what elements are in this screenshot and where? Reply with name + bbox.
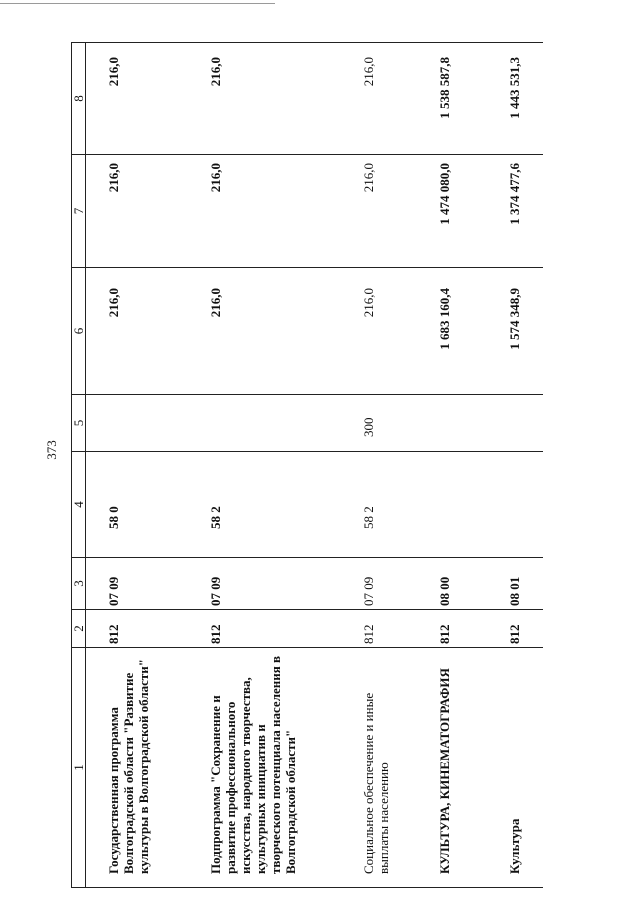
row-section-code: 07 09 (86, 558, 189, 610)
row-value-col8: 216,0 (86, 43, 189, 155)
row-ministry-code: 812 (417, 610, 487, 648)
row-target-article: 58 0 (86, 452, 189, 558)
row-name: Государственная программа Волгоградской области "Развитие культуры в Волгоградской области" (86, 648, 189, 888)
row-name: Культура (487, 648, 543, 888)
table-row-social-payments (341, 43, 417, 888)
table-row-culture-cinematography (417, 43, 487, 888)
row-value-col8: 1 538 587,8 (417, 43, 487, 155)
row-expense-type (417, 395, 487, 452)
row-target-article (487, 452, 543, 558)
row-value-col6: 1 574 348,9 (487, 268, 543, 395)
row-name: КУЛЬТУРА, КИНЕМАТОГРАФИЯ (417, 648, 487, 888)
column-header-2: 2 (72, 610, 86, 648)
page-number (40, 440, 64, 460)
row-ministry-code: 812 (86, 610, 189, 648)
row-name: Социальное обеспечение и иные выплаты населению (341, 648, 417, 888)
column-header-8: 8 (72, 43, 86, 155)
scan-edge-line (0, 3, 275, 4)
row-value-col6: 1 683 160,4 (417, 268, 487, 395)
table-header-row (72, 43, 86, 888)
budget-table-container (71, 43, 571, 888)
row-value-col8: 216,0 (341, 43, 417, 155)
column-header-5: 5 (72, 395, 86, 452)
column-header-6: 6 (72, 268, 86, 395)
row-target-article: 58 2 (188, 452, 341, 558)
page-number-text: 373 (44, 440, 59, 460)
row-ministry-code: 812 (188, 610, 341, 648)
row-expense-type (86, 395, 189, 452)
table-row-state-program (86, 43, 189, 888)
row-expense-type (188, 395, 341, 452)
column-header-7: 7 (72, 155, 86, 268)
row-value-col7: 1 474 080,0 (417, 155, 487, 268)
column-header-4: 4 (72, 452, 86, 558)
row-ministry-code: 812 (341, 610, 417, 648)
row-ministry-code: 812 (487, 610, 543, 648)
row-section-code: 07 09 (341, 558, 417, 610)
row-target-article: 58 2 (341, 452, 417, 558)
row-value-col6: 216,0 (341, 268, 417, 395)
column-header-3: 3 (72, 558, 86, 610)
row-value-col6: 216,0 (188, 268, 341, 395)
table-row-culture (487, 43, 543, 888)
row-expense-type: 300 (341, 395, 417, 452)
budget-table (71, 42, 543, 888)
row-value-col7: 1 374 477,6 (487, 155, 543, 268)
table-row-subprogram (188, 43, 341, 888)
row-section-code: 08 00 (417, 558, 487, 610)
row-section-code: 08 01 (487, 558, 543, 610)
row-value-col7: 216,0 (188, 155, 341, 268)
row-value-col6: 216,0 (86, 268, 189, 395)
row-target-article (417, 452, 487, 558)
row-expense-type (487, 395, 543, 452)
column-header-1: 1 (72, 648, 86, 888)
row-value-col8: 1 443 531,3 (487, 43, 543, 155)
row-value-col7: 216,0 (341, 155, 417, 268)
row-section-code: 07 09 (188, 558, 341, 610)
row-value-col7: 216,0 (86, 155, 189, 268)
row-name: Подпрограмма "Сохранение и развитие профессионального искусства, народного творчества, культурных инициатив и творческого потенциала населения в Волгоградской области" (188, 648, 341, 888)
row-value-col8: 216,0 (188, 43, 341, 155)
